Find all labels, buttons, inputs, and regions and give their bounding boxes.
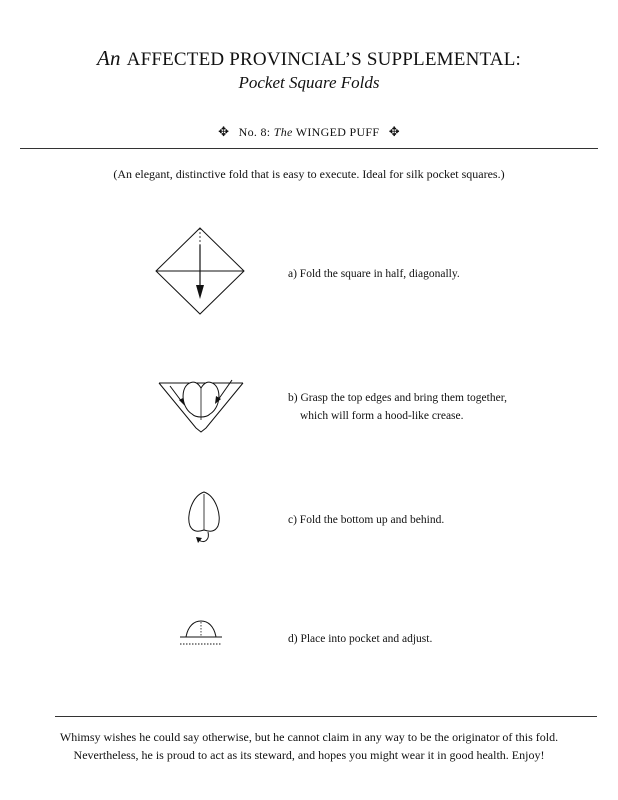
footer-note — [20, 728, 598, 764]
fold-the: The — [273, 125, 293, 139]
step-b — [288, 389, 507, 425]
ornament-right-icon: ✥ — [388, 124, 400, 139]
fold-name: WINGED PUFF — [295, 125, 380, 139]
footer-line-2: Nevertheless, he is proud to act as its steward, and hopes you might wear it in good health. Enjoy! — [73, 748, 545, 762]
step-a-diagram-icon — [155, 225, 245, 315]
ornament-left-icon: ✥ — [218, 124, 230, 139]
step-c-diagram-icon — [184, 490, 224, 546]
document-subtitle: Pocket Square Folds — [238, 73, 380, 92]
step-a-label: a) Fold the square in half, diagonally. — [288, 268, 460, 280]
fold-number: No. 8: — [238, 125, 271, 139]
intro-text: (An elegant, distinctive fold that is easy to execute. Ideal for silk pocket squares.) — [113, 167, 505, 181]
step-c — [288, 511, 444, 529]
title-prefix: An — [97, 46, 121, 70]
step-c-label: c) Fold the bottom up and behind. — [288, 514, 445, 526]
step-d — [288, 630, 432, 648]
step-b-diagram-icon — [158, 374, 244, 436]
step-a — [288, 265, 460, 283]
step-d-label: d) Place into pocket and adjust. — [288, 633, 433, 645]
step-b-label: b) Grasp the top edges and bring them together, — [288, 392, 507, 404]
footer-line-1: Whimsy wishes he could say otherwise, but he cannot claim in any way to be the originator of this fold. — [59, 730, 559, 744]
header-divider — [20, 148, 598, 149]
footer-divider — [55, 716, 597, 717]
step-d-diagram-icon — [180, 618, 222, 648]
step-b-continuation: which will form a hood-like crease. — [300, 410, 464, 422]
fold-heading — [0, 124, 618, 140]
title-main: AFFECTED PROVINCIAL’S SUPPLEMENTAL: — [126, 49, 521, 70]
document-title — [0, 46, 618, 71]
